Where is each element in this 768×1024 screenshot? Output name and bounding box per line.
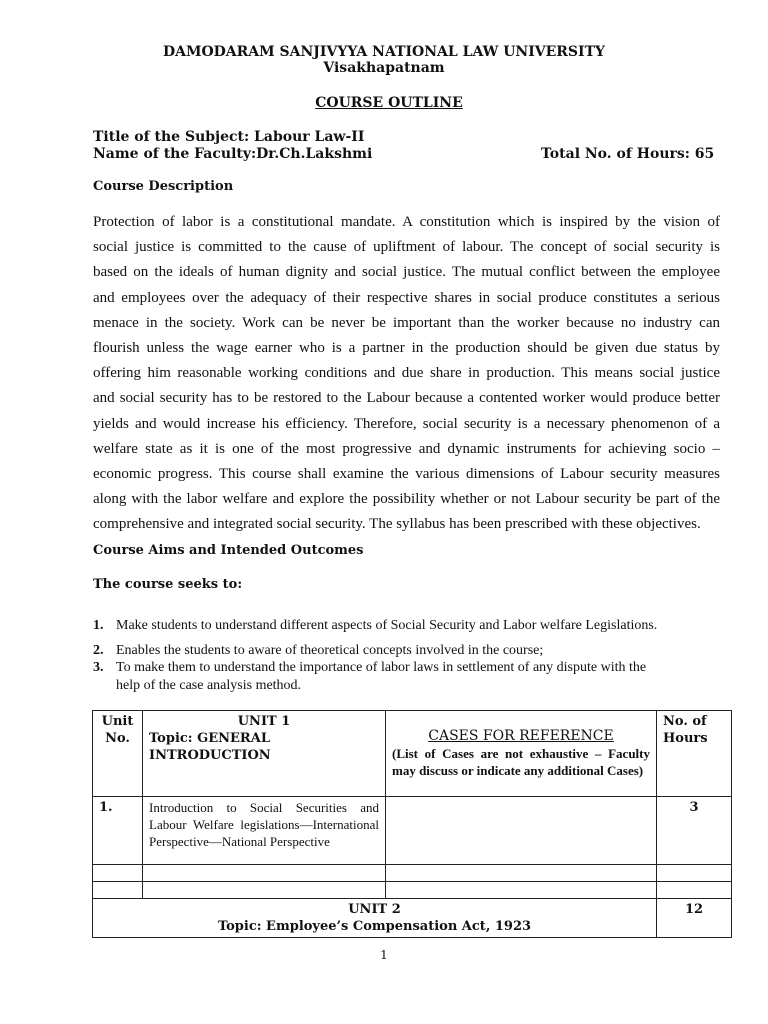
course-aims-heading: Course Aims and Intended Outcomes: [93, 543, 364, 558]
description-line: welfare state as it is one of the most progressive and dynamic instruments for achieving socio –: [93, 440, 720, 457]
document-title-text: COURSE OUTLINE: [315, 95, 463, 111]
row-number: 1.: [93, 797, 143, 865]
table-header-row: [93, 711, 732, 797]
description-line: yields and would increase his efficiency. Therefore, social security is a necessary phenomenon of a: [93, 415, 720, 432]
aim-item-number: 3.: [93, 660, 104, 675]
aim-item-number: 1.: [93, 618, 104, 633]
description-line: social justice is committed to the cause of upliftment of labour. The concept of social security is: [93, 239, 720, 256]
course-units-table: [92, 710, 732, 938]
table-row-empty: [93, 882, 732, 899]
document-title: [0, 95, 768, 111]
course-description-body: [93, 210, 720, 538]
unit2-row: [93, 899, 732, 938]
row-cases: [386, 797, 657, 865]
empty-cell: [143, 882, 386, 899]
page-number: 1: [380, 948, 388, 962]
empty-cell: [657, 865, 732, 882]
unit-no-header: Unit No.: [93, 711, 143, 797]
description-line: flourish unless the wage earner who is a partner in the production should be given due status by: [93, 340, 720, 357]
unit1-header-cell: [143, 711, 386, 797]
cases-header-cell: [386, 711, 657, 797]
university-city: Visakhapatnam: [323, 60, 445, 76]
empty-cell: [386, 865, 657, 882]
description-line: and social security has to be restored to the Labour because a contented worker would produce better: [93, 390, 720, 407]
unit2-hours: 12: [657, 899, 732, 938]
empty-cell: [93, 865, 143, 882]
course-description-heading: Course Description: [93, 179, 234, 194]
unit2-header-cell: [93, 899, 657, 938]
unit2-topic: Topic: Employee’s Compensation Act, 1923: [217, 919, 532, 934]
aim-item-1: [93, 618, 657, 634]
empty-cell: [657, 882, 732, 899]
row-hours: 3: [657, 797, 732, 865]
hours-header: No. of Hours: [657, 711, 732, 797]
description-line: based on the ideals of human dignity and social justice. The mutual conflict between the employee: [93, 264, 720, 281]
description-line: along with the labor welfare and explore the possibility whether or not Labour security be part of the: [93, 491, 720, 508]
unit1-topic: Topic: GENERAL INTRODUCTION: [149, 731, 271, 763]
aim-item-3-continued: help of the case analysis method.: [116, 678, 302, 693]
total-hours: Total No. of Hours: 65: [541, 146, 715, 162]
description-line: comprehensive and integrated social security. The syllabus has been prescribed with these objectives.: [93, 516, 701, 533]
description-line: menace in the society. Work can be never be important than the worker because no industry can: [93, 314, 720, 331]
aim-item-3: [93, 660, 646, 676]
description-line: economic progress. This course shall examine the various dimensions of Labour security measures: [93, 466, 720, 483]
faculty-name: Name of the Faculty:Dr.Ch.Lakshmi: [93, 146, 373, 162]
cases-title: CASES FOR REFERENCE: [428, 728, 614, 744]
subject-title: Title of the Subject: Labour Law-II: [93, 129, 365, 145]
description-line: and employees over the adequacy of their respective shares in social produce constitutes a serious: [93, 289, 720, 306]
empty-cell: [386, 882, 657, 899]
row-topic: Introduction to Social Securities and Labour Welfare legislations—International Perspective—National Perspective: [143, 797, 386, 865]
description-line: Protection of labor is a constitutional mandate. A constitution which is inspired by the vision of: [93, 214, 720, 230]
aim-item-number: 2.: [93, 643, 104, 658]
table-row: [93, 797, 732, 865]
cases-note: (List of Cases are not exhaustive – Faculty may discuss or indicate any additional Cases): [392, 746, 650, 778]
empty-cell: [93, 882, 143, 899]
university-name: DAMODARAM SANJIVYYA NATIONAL LAW UNIVERSITY: [162, 44, 606, 60]
aim-item-text: To make them to understand the importance of labor laws in settlement of any dispute with the: [116, 660, 647, 675]
aim-item-text: Enables the students to aware of theoretical concepts involved in the course;: [116, 643, 544, 658]
course-seeks-heading: The course seeks to:: [93, 577, 243, 592]
table-row-empty: [93, 865, 732, 882]
aim-item-text: Make students to understand different aspects of Social Security and Labor welfare Legislations.: [116, 618, 658, 633]
unit2-label: UNIT 2: [348, 902, 401, 917]
unit1-label: UNIT 1: [237, 714, 291, 729]
description-line: offering him reasonable working conditions and due share in production. This means social justice: [93, 365, 720, 382]
empty-cell: [143, 865, 386, 882]
aim-item-2: [93, 643, 543, 659]
